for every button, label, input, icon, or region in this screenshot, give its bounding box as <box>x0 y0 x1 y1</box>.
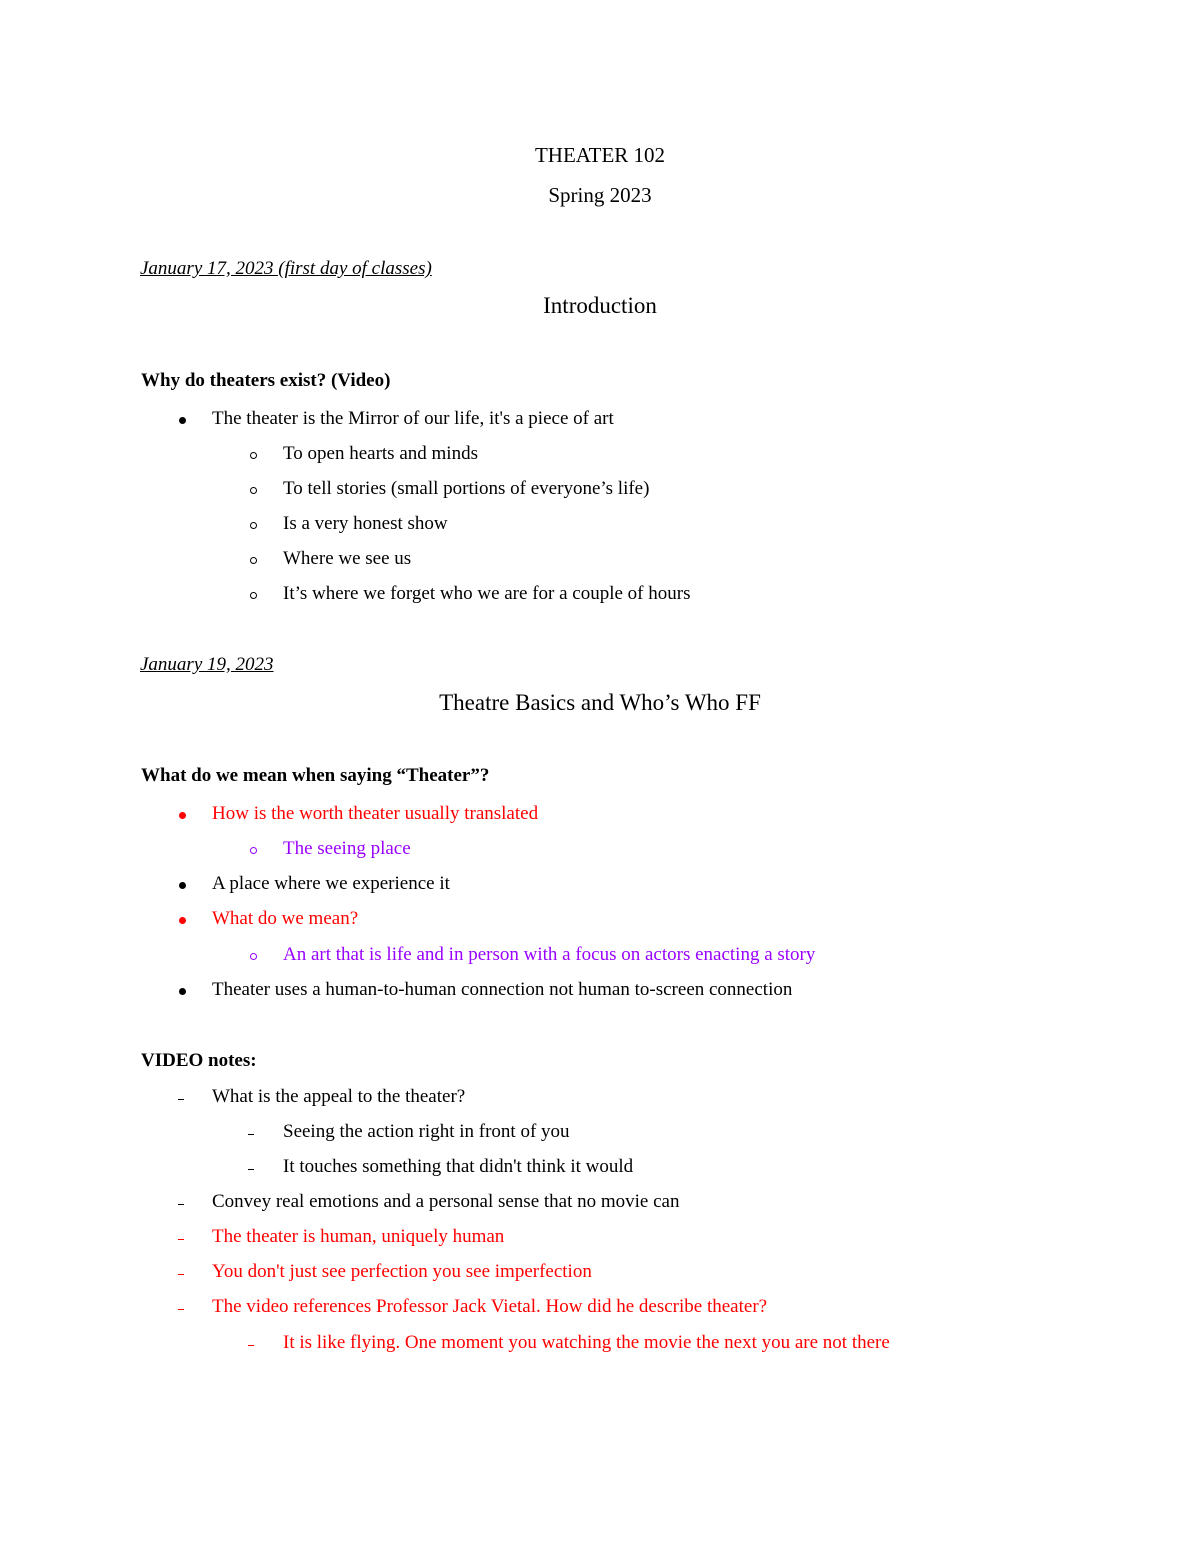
bullet-icon <box>179 917 186 924</box>
list-item: To tell stories (small portions of everyone’s life) <box>283 478 650 499</box>
list-item: Is a very honest show <box>283 513 448 534</box>
list-item: What do we mean? <box>212 908 359 929</box>
list-item: Theater uses a human-to-human connection not human to-screen connection <box>212 979 793 1000</box>
list-item: Where we see us <box>283 548 412 569</box>
list-item: It touches something that didn't think it would <box>283 1156 634 1177</box>
section-heading: Why do theaters exist? (Video) <box>141 370 391 391</box>
list-item: It is like flying. One moment you watching the movie the next you are not there <box>283 1332 890 1353</box>
circle-bullet-icon <box>250 487 257 494</box>
circle-bullet-icon <box>250 522 257 529</box>
dash-bullet-icon <box>178 1204 184 1205</box>
course-title: THEATER 102 <box>534 143 666 167</box>
list-item: The theater is human, uniquely human <box>212 1226 505 1247</box>
list-item: A place where we experience it <box>212 873 450 894</box>
list-item: It’s where we forget who we are for a couple of hours <box>283 583 691 604</box>
dash-bullet-icon <box>178 1239 184 1240</box>
dash-bullet-icon <box>178 1309 184 1310</box>
list-item: How is the worth theater usually translated <box>212 803 539 824</box>
session-date: January 17, 2023 (first day of classes) <box>140 258 432 279</box>
list-item: Seeing the action right in front of you <box>283 1121 570 1142</box>
bullet-icon <box>179 417 186 424</box>
circle-bullet-icon <box>250 953 257 960</box>
bullet-icon <box>179 882 186 889</box>
dash-bullet-icon <box>178 1274 184 1275</box>
list-item: The video references Professor Jack Vietal. How did he describe theater? <box>212 1296 768 1317</box>
section-heading: VIDEO notes: <box>141 1050 257 1071</box>
dash-bullet-icon <box>248 1169 254 1170</box>
list-item: An art that is life and in person with a focus on actors enacting a story <box>283 944 816 965</box>
bullet-icon <box>179 988 186 995</box>
list-item: Convey real emotions and a personal sense that no movie can <box>212 1191 680 1212</box>
list-item: You don't just see perfection you see imperfection <box>212 1261 592 1282</box>
section-title: Theatre Basics and Who’s Who FF <box>439 690 761 715</box>
circle-bullet-icon <box>250 592 257 599</box>
list-item: What is the appeal to the theater? <box>212 1086 466 1107</box>
list-item: The theater is the Mirror of our life, it's a piece of art <box>212 408 614 429</box>
list-item: The seeing place <box>283 838 411 859</box>
section-title: Introduction <box>543 293 657 318</box>
circle-bullet-icon <box>250 452 257 459</box>
dash-bullet-icon <box>248 1134 254 1135</box>
dash-bullet-icon <box>178 1099 184 1100</box>
circle-bullet-icon <box>250 557 257 564</box>
term-label: Spring 2023 <box>548 183 652 207</box>
list-item: To open hearts and minds <box>283 443 478 464</box>
dash-bullet-icon <box>248 1345 254 1346</box>
session-date: January 19, 2023 <box>140 654 274 675</box>
section-heading: What do we mean when saying “Theater”? <box>141 765 490 786</box>
circle-bullet-icon <box>250 847 257 854</box>
bullet-icon <box>179 812 186 819</box>
